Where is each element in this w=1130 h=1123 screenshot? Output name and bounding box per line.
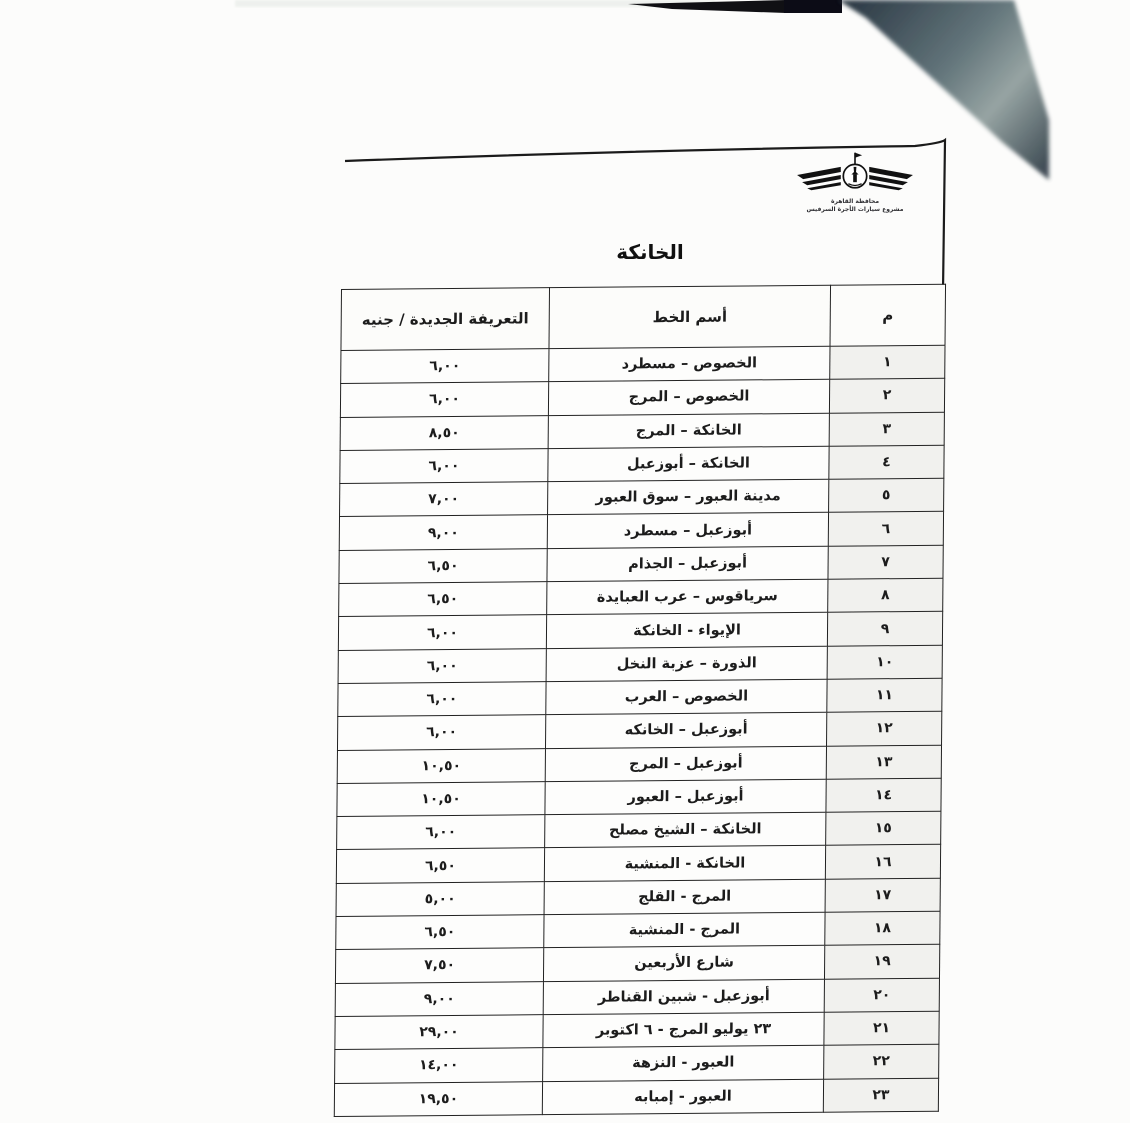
row-index-cell <box>824 1044 939 1078</box>
row-index-cell-text: ٥ <box>881 487 891 504</box>
row-index-cell-text: ٣ <box>882 420 892 437</box>
line-name-cell-text: الخانكة – المرج <box>635 422 742 440</box>
fare-cell-text: ٦,٥٠ <box>424 924 456 941</box>
table-row <box>340 379 944 418</box>
line-name-cell-text: المرج - القلج <box>638 888 732 906</box>
line-name-cell <box>548 380 829 416</box>
table-row <box>335 1011 939 1050</box>
row-index-cell-text: ١١ <box>875 687 894 704</box>
line-name-cell-text: المرج - المنشية <box>628 921 741 939</box>
fare-cell <box>337 715 545 750</box>
line-name-cell-text: الإيواء - الخانكة <box>633 621 741 639</box>
line-name-cell <box>543 946 824 982</box>
line-name-cell <box>547 579 828 615</box>
row-index-cell <box>825 911 940 945</box>
row-index-cell <box>825 845 940 879</box>
line-name-cell-text: أبوزعبل – الخانكه <box>624 721 748 739</box>
fare-cell <box>340 382 548 417</box>
row-index-cell-text: ٧ <box>881 554 890 571</box>
fare-cell-text: ١٩,٥٠ <box>418 1090 459 1107</box>
line-name-cell <box>542 1079 823 1115</box>
line-name-cell <box>543 979 824 1015</box>
fare-cell-text: ٦,٠٠ <box>426 657 458 675</box>
fare-cell <box>335 1015 543 1050</box>
table-row <box>335 945 939 984</box>
fare-cell <box>340 482 548 517</box>
line-name-cell <box>545 779 826 815</box>
line-name-cell <box>543 1012 824 1048</box>
line-name-cell <box>547 513 828 549</box>
row-index-cell <box>829 478 944 512</box>
row-index-cell <box>830 345 945 379</box>
line-name-cell <box>545 812 826 848</box>
row-index-cell <box>826 811 941 845</box>
fare-cell-text: ١٠,٥٠ <box>421 790 461 808</box>
line-name-cell-text: سرياقوس – عرب العبايدة <box>596 588 778 606</box>
line-name-cell-text: ٢٣ يوليو المرج - ٦ اكتوبر <box>595 1021 772 1039</box>
fare-cell <box>339 548 547 583</box>
line-name-cell <box>545 712 826 748</box>
fare-cell <box>334 1081 542 1116</box>
row-index-cell-text: ٨ <box>880 587 890 604</box>
table-row <box>340 445 944 484</box>
line-name-cell-text: أبوزعبل – مسطرد <box>623 522 753 540</box>
table-row <box>335 978 939 1017</box>
line-name-cell-text: الخصوص – العرب <box>624 688 749 706</box>
table-row <box>337 745 941 784</box>
row-index-cell <box>829 412 944 446</box>
line-name-cell <box>549 346 830 382</box>
line-name-cell-text: الخصوص – مسطرد <box>621 355 758 373</box>
header-fare: التعريفة الجديدة / جنيه <box>341 288 550 351</box>
line-name-cell-text: شارع الأربعين <box>634 955 735 972</box>
line-name-cell <box>546 679 827 715</box>
row-index-cell <box>827 645 942 679</box>
row-index-cell <box>829 445 944 479</box>
line-name-cell <box>546 646 827 682</box>
page-title: الخانكة <box>616 240 684 264</box>
row-index-cell-text: ١٣ <box>875 753 893 771</box>
header-line-name: أسم الخط <box>549 285 831 348</box>
fare-cell <box>336 848 544 883</box>
fare-cell-text: ٦,٠٠ <box>426 724 458 741</box>
line-name-cell-text: الخانكة – الشيخ مصلح <box>608 821 762 839</box>
fare-cell-text: ٧,٥٠ <box>424 957 456 974</box>
logo-caption-line1: محافظة القاهرة <box>830 198 880 205</box>
line-name-cell-text: أبوزعبل – الجذام <box>628 555 748 573</box>
line-name-cell-text: أبوزعبل – العبور <box>627 788 744 806</box>
fare-cell <box>340 415 548 450</box>
line-name-cell <box>544 846 825 882</box>
row-index-cell <box>828 545 943 579</box>
row-index-cell <box>824 1011 939 1045</box>
table-row <box>339 512 943 551</box>
authority-logo <box>790 146 920 213</box>
row-index-cell-text: ١٨ <box>873 920 892 937</box>
fare-cell-text: ٦,٥٠ <box>427 557 459 575</box>
row-index-cell-text: ١٧ <box>874 887 892 904</box>
fare-cell <box>335 1048 543 1083</box>
row-index-cell-text: ٢٢ <box>872 1053 890 1070</box>
row-index-cell-text: ١٠ <box>876 653 894 671</box>
line-name-cell-text: أبوزعبل – المرج <box>628 755 743 773</box>
fare-cell-text: ٦,٠٠ <box>426 624 459 641</box>
table-row <box>339 545 943 584</box>
table-row <box>338 645 942 684</box>
row-index-cell-text: ١٩ <box>873 953 891 970</box>
fare-cell-text: ١٠,٥٠ <box>421 757 462 774</box>
row-index-cell-text: ٤ <box>882 454 891 471</box>
scan-black-mark <box>784 0 842 13</box>
scan-streak <box>235 0 715 7</box>
row-index-cell-text: ٢١ <box>872 1020 891 1037</box>
fare-cell-text: ٦,٠٠ <box>428 391 461 408</box>
table-row <box>338 678 942 717</box>
fare-cell <box>337 815 545 850</box>
fare-cell-text: ٩,٠٠ <box>427 524 459 541</box>
line-name-cell <box>547 546 828 582</box>
line-name-cell <box>544 912 825 948</box>
row-index-cell <box>824 978 939 1012</box>
row-index-cell-text: ٩ <box>880 620 890 637</box>
fare-cell <box>338 682 546 717</box>
fare-cell-text: ٢٩,٠٠ <box>419 1023 459 1041</box>
row-index-cell-text: ١٦ <box>874 853 892 870</box>
fare-cell <box>341 349 549 384</box>
row-index-cell-text: ١٤ <box>874 787 893 804</box>
fare-cell <box>338 648 546 683</box>
row-index-cell <box>825 878 940 912</box>
table-row <box>337 711 941 750</box>
row-index-cell <box>828 578 943 612</box>
fare-cell <box>335 948 543 983</box>
row-index-cell <box>826 745 941 779</box>
line-name-cell-text: العبور - النزهة <box>632 1054 735 1072</box>
table-row <box>335 1044 939 1083</box>
table-row <box>337 778 941 817</box>
line-name-cell <box>548 479 829 515</box>
fare-cell <box>340 449 548 484</box>
row-index-cell <box>823 1078 938 1112</box>
fare-cell <box>338 615 546 650</box>
row-index-cell-text: ١ <box>883 354 892 371</box>
row-index-cell-text: ١٢ <box>875 720 893 737</box>
fare-cell <box>337 748 545 783</box>
line-name-cell <box>544 879 825 915</box>
line-name-cell-text: مدينة العبور – سوق العبور <box>595 488 781 507</box>
fare-cell-text: ٨,٥٠ <box>428 424 460 441</box>
line-name-cell-text: الذورة – عزبة النخل <box>616 655 757 673</box>
fare-cell-text: ١٤,٠٠ <box>418 1057 459 1074</box>
winged-transport-emblem-icon <box>794 146 916 198</box>
row-index-cell <box>827 711 942 745</box>
line-name-cell <box>548 413 829 449</box>
table-row <box>336 845 940 884</box>
fare-cell <box>336 881 544 916</box>
line-name-cell-text: الخانكة - المنشية <box>624 855 746 873</box>
fare-cell-text: ٥,٠٠ <box>424 890 456 908</box>
fare-cell <box>339 582 547 617</box>
line-name-cell-text: أبوزعبل - شبين القناطر <box>597 987 770 1006</box>
row-index-cell-text: ١٥ <box>874 820 892 837</box>
line-name-cell-text: العبور - إمبابه <box>634 1088 732 1106</box>
row-index-cell-text: ٢٠ <box>873 986 891 1004</box>
logo-caption-line2: مشروع سيارات الأجرة السرفيس <box>806 205 904 213</box>
line-name-cell-text: الخانكة – أبوزعبل <box>626 455 751 473</box>
table-row <box>336 911 940 950</box>
line-name-cell-text: الخصوص – المرج <box>628 388 750 406</box>
fare-cell-text: ٧,٠٠ <box>428 491 460 508</box>
table-row <box>340 412 944 451</box>
table-row <box>341 345 945 384</box>
row-index-cell <box>829 379 944 413</box>
fare-cell-text: ٦,٥٠ <box>427 591 459 608</box>
header-index: م <box>830 284 946 346</box>
fare-cell <box>339 515 547 550</box>
row-index-cell <box>826 778 941 812</box>
table-row <box>337 811 941 850</box>
row-index-cell-text: ٢٣ <box>872 1086 890 1103</box>
table-header-row <box>341 284 946 350</box>
line-name-cell <box>545 746 826 782</box>
fare-cell-text: ٦,٠٠ <box>428 457 460 475</box>
line-name-cell <box>548 446 829 482</box>
row-index-cell <box>828 512 943 546</box>
row-index-cell <box>824 945 939 979</box>
fares-table <box>334 284 946 1117</box>
fare-cell-text: ٩,٠٠ <box>423 990 455 1008</box>
fare-cell-text: ٦,٥٠ <box>424 857 457 874</box>
row-index-cell-text: ٦ <box>881 520 891 537</box>
fare-cell <box>337 782 545 817</box>
line-name-cell <box>546 613 827 649</box>
table-row <box>334 1078 938 1117</box>
line-name-cell <box>543 1045 824 1081</box>
row-index-cell-text: ٢ <box>882 387 892 404</box>
fare-cell-text: ٦,٠٠ <box>429 358 461 375</box>
table-row <box>336 878 940 917</box>
fare-cell <box>336 915 544 950</box>
table-row <box>340 478 944 517</box>
table-row <box>339 578 943 617</box>
table-row <box>338 612 942 651</box>
fare-cell-text: ٦,٠٠ <box>425 824 457 841</box>
row-index-cell <box>827 612 942 646</box>
fare-cell-text: ٦,٠٠ <box>426 691 458 708</box>
fare-cell <box>335 981 543 1016</box>
row-index-cell <box>827 678 942 712</box>
